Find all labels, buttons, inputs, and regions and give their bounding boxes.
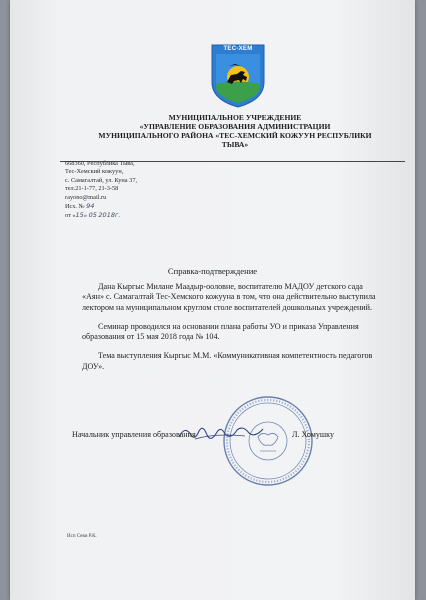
document-title: Справка-подтверждение — [167, 266, 258, 276]
organization-header — [65, 113, 405, 149]
document-body — [82, 282, 382, 381]
outgoing-date — [65, 211, 205, 220]
executor-note: Исп Севи Р.К. — [67, 534, 97, 539]
address-email: rayono@mail.ru — [65, 193, 107, 201]
date-month: 05 — [88, 211, 97, 220]
reference-label: Исх. № — [65, 203, 85, 211]
address-line-3: с. Самагалтай, ул. Куна 37, — [65, 176, 138, 184]
address-line-2: Тес-Хемский кожуун, — [65, 168, 124, 176]
body-paragraph-1: Дана Кыргыс Милане Маадыр-ооловне, воспитателю МАДОУ детского сада «Аян» с. Самагалтай Тес-Хемского кожууна в том, что она действительно выступила лектором на муниципальном круглом столе воспитателей дошкольных учреждений. — [82, 282, 376, 312]
address-line-1: 668360, Республика Тыва, — [65, 160, 135, 167]
body-paragraph-3: Тема выступления Кыргыс М.М. «Коммуникативная компетентность педагогов ДОУ». — [82, 351, 373, 371]
signatory-position: Начальник управления образования — [72, 430, 196, 439]
date-mid: » — [83, 212, 87, 220]
document-page — [10, 0, 415, 600]
date-prefix: от « — [65, 212, 76, 220]
header-line-4: ТЫВА» — [221, 140, 249, 149]
header-line-2: «УПРАВЛЕНИЕ ОБРАЗОВАНИЯ АДМИНИСТРАЦИИ — [139, 122, 331, 131]
sender-address-block — [65, 160, 205, 221]
emblem-name: ТЕС-ХЕМ — [223, 46, 253, 52]
header-line-3: МУНИЦИПАЛЬНОГО РАЙОНА «ТЕС-ХЕМСКИЙ КОЖУУН РЕСПУБЛИКИ — [98, 131, 372, 140]
outgoing-reference — [65, 202, 205, 211]
date-day: 15 — [75, 211, 84, 220]
signature-line — [72, 430, 372, 439]
signatory-name: Л. Хомушку — [292, 430, 335, 439]
address-phone: тел.21-1-77, 21-3-58 — [65, 185, 119, 193]
reference-number: 94 — [86, 202, 95, 211]
municipal-emblem — [208, 44, 268, 108]
body-paragraph-2: Семинар проводился на основании плана работы УО и приказа Управления образования от 15 мая 2018 года № 104. — [82, 321, 359, 342]
date-year: 2018г. — [98, 211, 121, 220]
emblem-icon — [208, 44, 268, 108]
header-line-1: МУНИЦИПАЛЬНОЕ УЧРЕЖДЕНИЕ — [168, 113, 302, 122]
